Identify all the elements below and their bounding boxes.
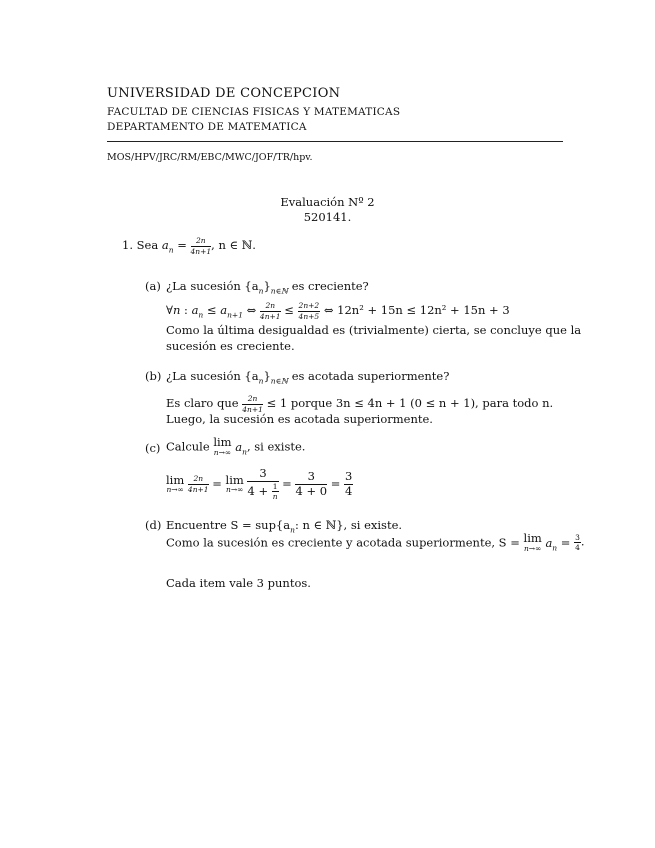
course-code: 520141. xyxy=(303,210,352,224)
part-a-conclusion-2: sucesión es creciente. xyxy=(166,339,295,353)
sequence-fraction: $\frac{2n}{4n+1}$ xyxy=(190,236,212,256)
points-note: Cada item vale 3 puntos. xyxy=(166,576,311,590)
part-a-conclusion-1: Como la última desigualdad es (trivialmente) cierta, se concluye que la xyxy=(166,323,582,337)
part-a-proof: ∀n : $a_n \le a_{n+1}$ ⇔ $\frac{2n}{4n+1}$ ≤ $\frac{2n+2}{4n+5}$ ⇔ 12n² + 15n ≤ 12n² + 15n + 3 xyxy=(166,301,510,321)
sequence-term: $a_n$ xyxy=(161,238,174,255)
part-d-question: Encuentre $S = sup\{a_n$: n ∈ ℕ}, si existe. xyxy=(166,518,403,535)
part-d-label: (d) xyxy=(145,518,162,532)
part-a-inequality: 12n² + 15n ≤ 12n² + 15n + 3 xyxy=(337,303,510,317)
part-c-label: (c) xyxy=(145,441,161,455)
part-c-computation: lim n→∞ $\frac{2n}{4n+1}$ = lim n→∞ 3 4 + $\frac{1}{n}$ = $\frac{3}{4 + 0}$ = $\frac{3}{4}$ xyxy=(166,466,353,501)
problem-1: 1. Sea $a_n$ = $\frac{2n}{4n+1}$ , n ∈ ℕ. xyxy=(122,236,256,256)
part-b-answer-1: Es claro que $\frac{2n}{4n+1}$ ≤ 1 porque 3n ≤ 4n + 1 (0 ≤ n + 1), para todo n. xyxy=(166,394,554,414)
university-name: UNIVERSIDAD DE CONCEPCION xyxy=(107,86,341,101)
department-name: DEPARTAMENTO DE MATEMATICA xyxy=(107,121,307,133)
problem-intro: Sea xyxy=(136,238,159,252)
part-a-question: ¿La sucesión $\{a_n\}_{n\in ℕ}$ es creciente? xyxy=(166,279,369,296)
sequence-domain: , n ∈ ℕ. xyxy=(211,238,256,252)
part-b-answer-2: Luego, la sucesión es acotada superiormente. xyxy=(166,412,433,426)
part-a-label: (a) xyxy=(145,279,161,293)
faculty-name: FACULTAD DE CIENCIAS FISICAS Y MATEMATICAS xyxy=(107,106,401,118)
part-b-label: (b) xyxy=(145,369,162,383)
header-rule xyxy=(107,141,563,142)
part-c-result: $\frac{3}{4}$ xyxy=(345,469,353,498)
problem-number: 1. xyxy=(122,238,133,252)
part-c-question: Calcule lim n→∞ $a_n$, si existe. xyxy=(166,435,306,457)
part-d-answer: Como la sucesión es creciente y acotada superiormente, S = lim n→∞ $a_n$ = $\frac{3}{4}$ . xyxy=(166,531,585,553)
part-b-question: ¿La sucesión $\{a_n\}_{n\in ℕ}$ es acotada superiormente? xyxy=(166,369,450,386)
evaluation-title: Evaluación Nº 2 xyxy=(280,195,375,209)
author-codes: MOS/HPV/JRC/RM/EBC/MWC/JOF/TR/hpv. xyxy=(107,152,313,163)
